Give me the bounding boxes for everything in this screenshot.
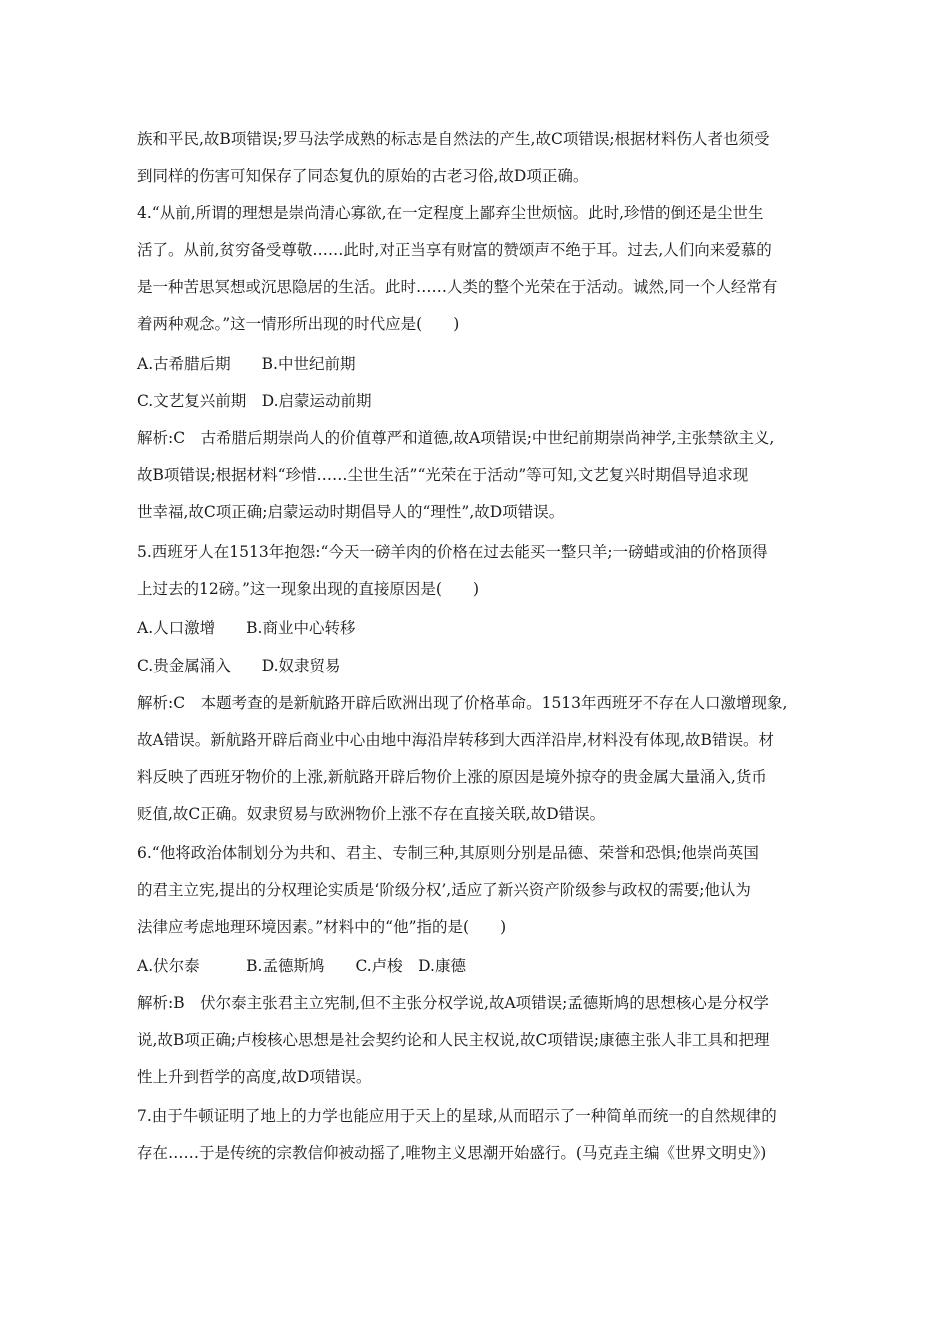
question-4-line: 4.“从前,所谓的理想是崇尚清心寡欲,在一定程度上鄙弃尘世烦恼。此时,珍惜的倒还是尘世生 [137,204,764,222]
answer-analysis-line: 解析:C 本题考查的是新航路开辟后欧洲出现了价格革命。1513年西班牙不存在人口激增现象, [137,694,788,712]
question-6-line: 6.“他将政治体制划分为共和、君主、专制三种,其原则分别是品德、荣誉和恐惧;他崇尚英国 [137,844,759,862]
option-line: A.古希腊后期 B.中世纪前期 [137,355,356,373]
text-line: 上过去的12磅。”这一现象出现的直接原因是( ) [137,580,479,598]
option-line: C.贵金属涌入 D.奴隶贸易 [137,657,341,675]
text-line: 的君主立宪,提出的分权理论实质是‘阶级分权’,适应了新兴资产阶级参与政权的需要;他认为 [137,881,751,899]
text-line: 故A错误。新航路开辟后商业中心由地中海沿岸转移到大西洋沿岸,材料没有体现,故B错误。材 [137,731,774,749]
text-line: 性上升到哲学的高度,故D项错误。 [137,1068,372,1086]
option-line: A.伏尔泰 B.孟德斯鸠 C.卢梭 D.康德 [137,957,466,975]
option-line: A.人口激增 B.商业中心转移 [137,619,356,637]
text-line: 法律应考虑地理环境因素。”材料中的“他”指的是( ) [137,918,507,936]
answer-analysis-line: 解析:B 伏尔泰主张君主立宪制,但不主张分权学说,故A项错误;孟德斯鸠的思想核心是分权学 [137,994,769,1012]
text-line: 是一种苦思冥想或沉思隐居的生活。此时……人类的整个光荣在于活动。诚然,同一个人经常有 [137,278,778,296]
text-line: 族和平民,故B项错误;罗马法学成熟的标志是自然法的产生,故C项错误;根据材料伤人者也须受 [137,130,770,148]
text-line: 故B项错误;根据材料“珍惜……尘世生活”“光荣在于活动”等可知,文艺复兴时期倡导追求现 [137,466,749,484]
text-line: 活了。从前,贫穷备受尊敬……此时,对正当享有财富的赞颂声不绝于耳。过去,人们向来爱慕的 [137,241,772,259]
text-line: 说,故B项正确;卢梭核心思想是社会契约论和人民主权说,故C项错误;康德主张人非工具和把理 [137,1031,770,1049]
question-5-line: 5.西班牙人在1513年抱怨:“今天一磅羊肉的价格在过去能买一整只羊;一磅蜡或油的价格顶得 [137,543,768,561]
text-line: 世幸福,故C项正确;启蒙运动时期倡导人的“理性”,故D项错误。 [137,503,565,521]
text-line: 着两种观念。”这一情形所出现的时代应是( ) [137,315,460,333]
question-7-line: 7.由于牛顿证明了地上的力学也能应用于天上的星球,从而昭示了一种简单而统一的自然规律的 [137,1107,777,1125]
text-line: 贬值,故C正确。奴隶贸易与欧洲物价上涨不存在直接关联,故D错误。 [137,805,606,823]
text-line: 料反映了西班牙物价的上涨,新航路开辟后物价上涨的原因是境外掠夺的贵金属大量涌入,货币 [137,768,767,786]
option-line: C.文艺复兴前期 D.启蒙运动前期 [137,392,372,410]
text-line: 到同样的伤害可知保存了同态复仇的原始的古老习俗,故D项正确。 [137,167,589,185]
answer-analysis-line: 解析:C 古希腊后期崇尚人的价值尊严和道德,故A项错误;中世纪前期崇尚神学,主张禁欲主义, [137,429,775,447]
text-line: 存在……于是传统的宗教信仰被动摇了,唯物主义思潮开始盛行。(马克垚主编《世界文明史》) [137,1144,767,1162]
